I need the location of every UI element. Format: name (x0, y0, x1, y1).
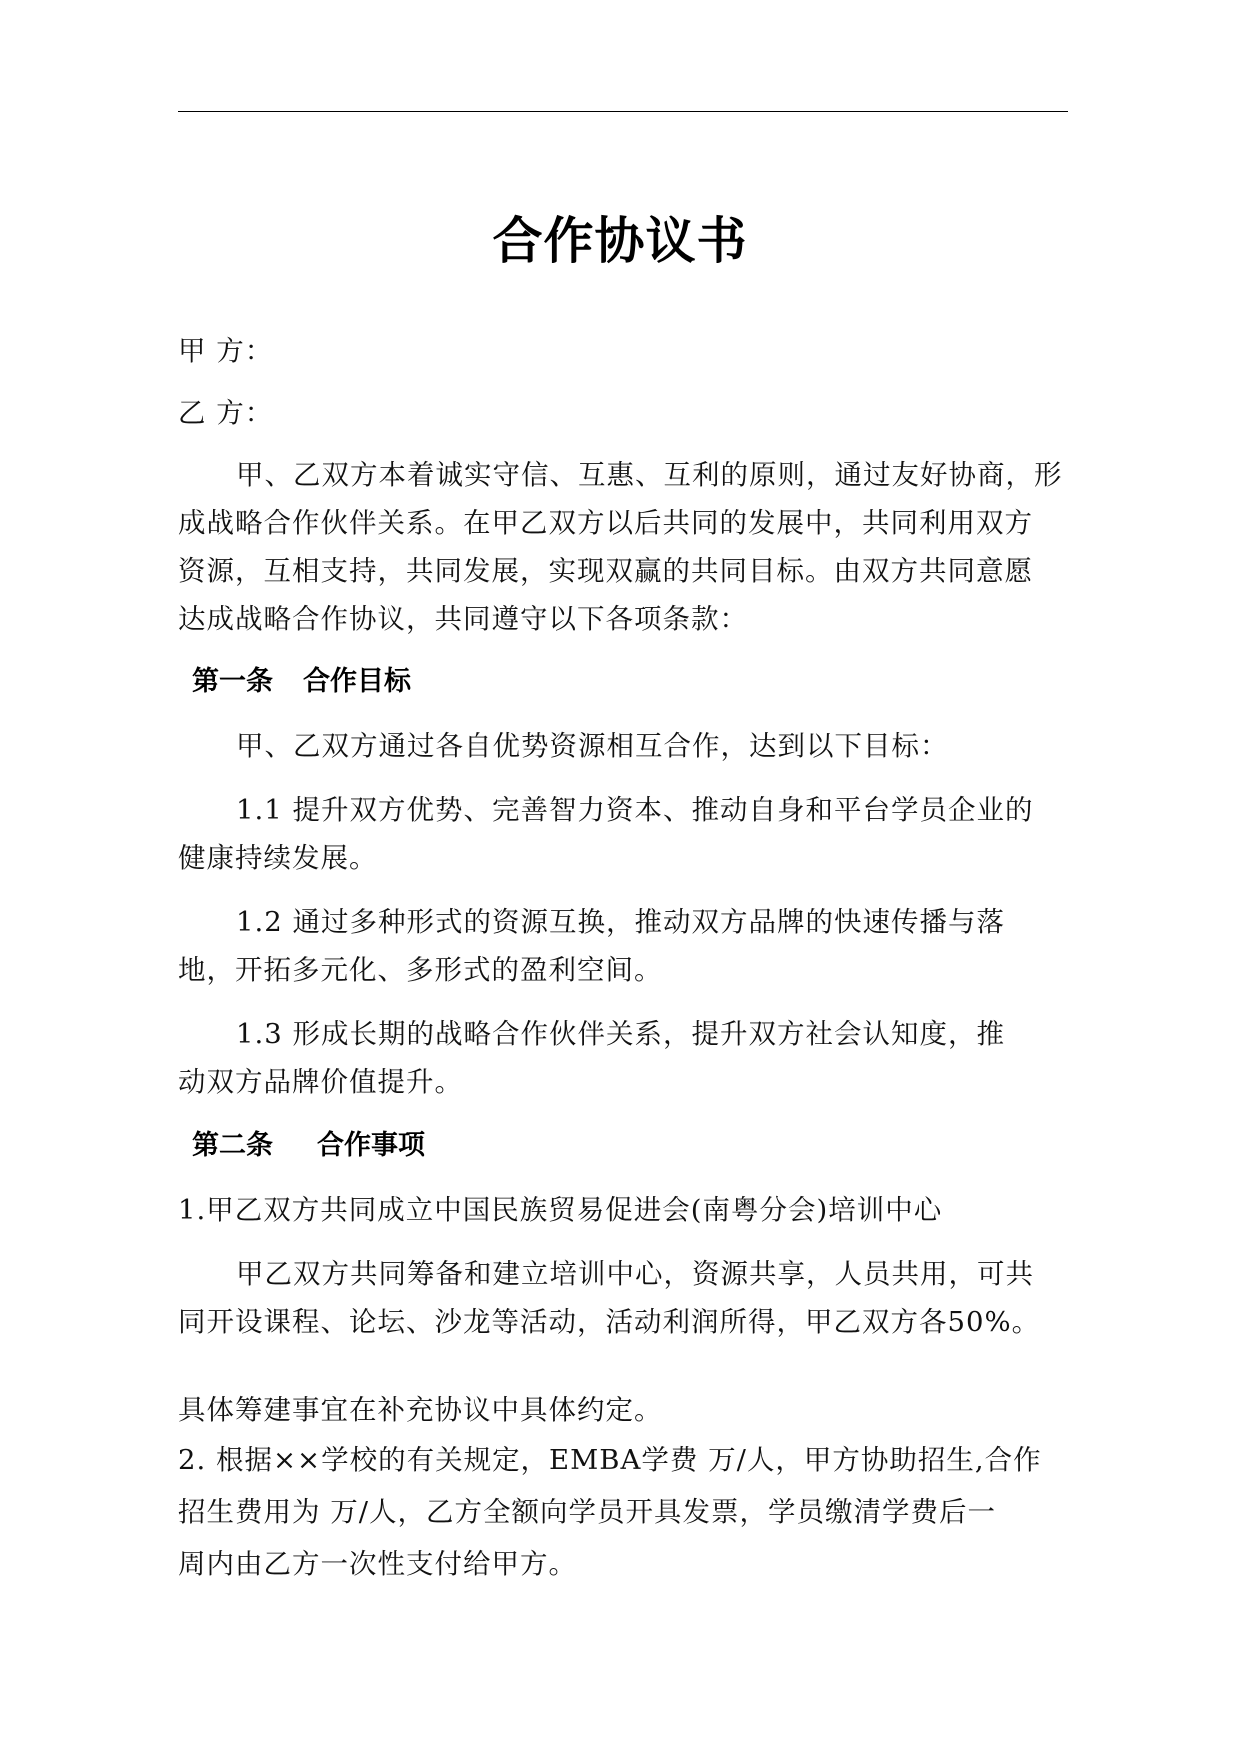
party-b-label: 乙 方： (178, 397, 274, 429)
document-title: 合作协议书 (492, 212, 748, 270)
intro-line-2: 成战略合作伙伴关系。在甲乙双方以后共同的发展中，共同利用双方 (178, 507, 1033, 539)
article-2-item-1-note: 具体筹建事宜在补充协议中具体约定。 (178, 1394, 663, 1426)
article-2-item-1-title: 1.甲乙双方共同成立中国民族贸易促进会(南粤分会)培训中心 (178, 1194, 943, 1226)
article-1-item-2-line-2: 地，开拓多元化、多形式的盈利空间。 (178, 954, 663, 986)
article-2-item-1-body-line-2: 同开设课程、论坛、沙龙等活动，活动利润所得，甲乙双方各50%。 (178, 1306, 1041, 1338)
article-2-item-1-body-line-1: 甲乙双方共同筹备和建立培训中心，资源共享，人员共用，可共 (236, 1258, 1034, 1290)
intro-line-1: 甲、乙双方本着诚实守信、互惠、互利的原则，通过友好协商，形 (236, 459, 1063, 491)
article-1-item-2-line-1: 1.2 通过多种形式的资源互换，推动双方品牌的快速传播与落 (236, 906, 1005, 938)
party-a-label: 甲 方： (178, 335, 274, 367)
article-1-lead: 甲、乙双方通过各自优势资源相互合作，达到以下目标： (236, 730, 949, 762)
intro-line-4: 达成战略合作协议，共同遵守以下各项条款： (178, 603, 748, 635)
intro-line-3: 资源，互相支持，共同发展，实现双赢的共同目标。由双方共同意愿 (178, 555, 1033, 587)
article-1-number: 第一条 (192, 666, 273, 697)
article-2-title: 合作事项 (317, 1130, 425, 1161)
article-1-item-3-line-2: 动双方品牌价值提升。 (178, 1066, 463, 1098)
article-1-item-1-line-2: 健康持续发展。 (178, 842, 378, 874)
article-2-heading (192, 1126, 425, 1166)
article-2-item-2-line-2: 招生费用为 万/人，乙方全额向学员开具发票，学员缴清学费后一 (178, 1496, 997, 1528)
article-2-number: 第二条 (192, 1130, 273, 1161)
article-2-item-2-line-1: 2. 根据××学校的有关规定，EMBA学费 万/人，甲方协助招生,合作 (178, 1444, 1042, 1476)
article-2-item-2-line-3: 周内由乙方一次性支付给甲方。 (178, 1548, 577, 1580)
article-1-title: 合作目标 (303, 666, 411, 697)
article-1-heading (192, 662, 411, 702)
article-1-item-3-line-1: 1.3 形成长期的战略合作伙伴关系，提升双方社会认知度，推 (236, 1018, 1005, 1050)
article-1-item-1-line-1: 1.1 提升双方优势、完善智力资本、推动自身和平台学员企业的 (236, 794, 1034, 826)
header-rule (178, 111, 1068, 112)
